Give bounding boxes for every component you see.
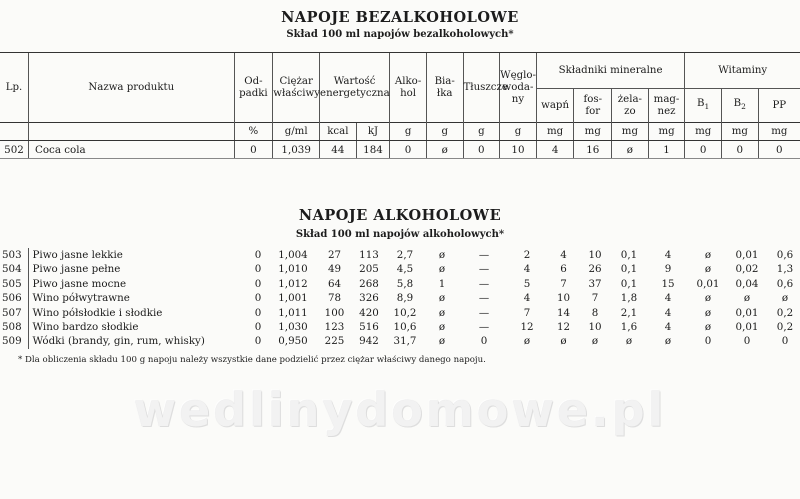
cell: — bbox=[478, 306, 490, 319]
row-lp: 502 bbox=[0, 141, 28, 159]
cell: 8,9 bbox=[396, 292, 414, 305]
cell: 942 bbox=[359, 335, 379, 348]
row-lp: 509 bbox=[0, 334, 28, 348]
unit-empty bbox=[28, 123, 234, 141]
cell: 2 bbox=[523, 249, 531, 261]
cell: 0 bbox=[781, 335, 789, 348]
row-name: Piwo jasne mocne bbox=[32, 277, 127, 290]
row-lp: 507 bbox=[0, 306, 28, 320]
unit-tluszcze: g bbox=[463, 123, 500, 141]
cell: 0 bbox=[390, 141, 427, 159]
cell: 0 bbox=[234, 141, 273, 159]
unit-b1: mg bbox=[685, 123, 722, 141]
cell: 0,1 bbox=[620, 263, 638, 276]
section-subtitle-alcoholic: Skład 100 ml napojów alkoholowych* bbox=[295, 229, 505, 240]
table-row bbox=[0, 248, 800, 262]
table-row bbox=[0, 306, 800, 320]
cell: 0,01 bbox=[735, 249, 759, 261]
cell: 0,2 bbox=[776, 321, 794, 334]
unit-pp: mg bbox=[758, 123, 800, 141]
cell: — bbox=[478, 249, 490, 261]
header-zelazo: żela- zo bbox=[612, 89, 649, 123]
cell: ø bbox=[438, 263, 446, 276]
table-row bbox=[0, 262, 800, 276]
row-lp: 505 bbox=[0, 277, 28, 291]
header-magnez: mag- nez bbox=[648, 89, 685, 123]
cell: 0 bbox=[254, 335, 262, 348]
cell: 14 bbox=[556, 306, 571, 319]
cell: 4 bbox=[523, 263, 531, 276]
cell: 4 bbox=[664, 306, 672, 319]
cell: 268 bbox=[359, 277, 379, 290]
table-row bbox=[0, 277, 800, 291]
cell: 0 bbox=[254, 277, 262, 290]
cell: 0 bbox=[721, 141, 758, 159]
header-lp: Lp. bbox=[0, 53, 28, 123]
cell: ø bbox=[781, 292, 789, 305]
section-title-alcoholic: NAPOJE ALKOHOLOWE bbox=[298, 207, 502, 224]
table-row bbox=[0, 320, 800, 334]
cell: — bbox=[478, 277, 490, 290]
cell: 0,01 bbox=[735, 321, 759, 334]
cell: ø bbox=[438, 306, 446, 319]
row-name: Wino półsłodkie i słodkie bbox=[32, 306, 163, 319]
cell: 4 bbox=[664, 249, 672, 261]
cell: 9 bbox=[664, 263, 672, 276]
header-bialka: Bia- łka bbox=[426, 53, 463, 123]
cell: 1 bbox=[648, 141, 685, 159]
cell: 1,039 bbox=[273, 141, 320, 159]
cell: 44 bbox=[320, 141, 357, 159]
header-witaminy: Witaminy bbox=[685, 53, 800, 89]
header-odpadki: Od- padki bbox=[234, 53, 273, 123]
cell: 184 bbox=[356, 141, 390, 159]
row-name: Coca cola bbox=[28, 141, 234, 159]
header-alkohol: Alko- hol bbox=[390, 53, 427, 123]
table-row bbox=[0, 141, 800, 159]
cell: 0,01 bbox=[735, 306, 759, 319]
cell: 0,6 bbox=[776, 249, 794, 261]
cell: 113 bbox=[359, 249, 379, 261]
cell: 0,2 bbox=[776, 306, 794, 319]
cell: 1,004 bbox=[278, 249, 308, 261]
header-fosfor: fos- for bbox=[574, 89, 612, 123]
cell: 10 bbox=[556, 292, 571, 305]
cell: 0,04 bbox=[735, 277, 759, 290]
cell: 31,7 bbox=[393, 335, 417, 348]
cell: ø bbox=[591, 335, 599, 348]
header-wapn: wapń bbox=[536, 89, 574, 123]
cell: ø bbox=[704, 292, 712, 305]
cell: — bbox=[478, 263, 490, 276]
row-lp: 508 bbox=[0, 320, 28, 334]
cell: ø bbox=[743, 292, 751, 305]
unit-weglowodany: g bbox=[500, 123, 537, 141]
cell: 4 bbox=[560, 249, 567, 261]
header-wartosc: Wartość energetyczna bbox=[320, 53, 390, 123]
cell: ø bbox=[704, 321, 712, 334]
cell: 0,01 bbox=[696, 277, 720, 290]
cell: 0 bbox=[743, 335, 751, 348]
unit-bialka: g bbox=[426, 123, 463, 141]
cell: 420 bbox=[359, 306, 379, 319]
cell: 1,3 bbox=[776, 263, 794, 276]
unit-ciezar: g/ml bbox=[273, 123, 320, 141]
cell: 123 bbox=[324, 321, 345, 334]
cell: 26 bbox=[588, 263, 602, 276]
cell: ø bbox=[426, 141, 463, 159]
cell: 0,1 bbox=[620, 249, 638, 261]
cell: 10 bbox=[500, 141, 537, 159]
header-ciezar: Ciężar właściwy bbox=[273, 53, 320, 123]
cell: ø bbox=[438, 249, 446, 261]
cell: 37 bbox=[588, 277, 602, 290]
footnote: * Dla obliczenia składu 100 g napoju należy wszystkie dane podzielić przez ciężar właściwy danego napoju. bbox=[18, 355, 486, 365]
cell: 1 bbox=[438, 277, 446, 290]
cell: ø bbox=[704, 249, 712, 261]
cell: 8 bbox=[591, 306, 599, 319]
cell: 4 bbox=[536, 141, 574, 159]
unit-alkohol: g bbox=[390, 123, 427, 141]
cell: — bbox=[478, 292, 490, 305]
cell: 0 bbox=[254, 292, 262, 305]
header-pp: PP bbox=[758, 89, 800, 123]
cell: 10 bbox=[588, 321, 602, 334]
unit-zelazo: mg bbox=[612, 123, 649, 141]
table-row bbox=[0, 334, 800, 348]
header-skladniki: Składniki mineralne bbox=[536, 53, 685, 89]
cell: 0 bbox=[254, 321, 262, 334]
row-name: Wódki (brandy, gin, rum, whisky) bbox=[32, 335, 205, 348]
cell: 0,6 bbox=[776, 277, 794, 290]
header-weglowodany: Węglo- woda- ny bbox=[500, 53, 537, 123]
cell: 12 bbox=[556, 321, 571, 334]
cell: 12 bbox=[520, 321, 534, 334]
unit-b2: mg bbox=[721, 123, 758, 141]
watermark: wedlinydomowe.pl bbox=[133, 383, 667, 437]
row-name: Wino półwytrawne bbox=[32, 292, 130, 305]
cell: 64 bbox=[327, 277, 342, 290]
cell: 27 bbox=[327, 249, 342, 261]
cell: 1,6 bbox=[620, 321, 638, 334]
cell: 2,7 bbox=[396, 249, 414, 261]
cell: 1,8 bbox=[620, 292, 638, 305]
unit-fosfor: mg bbox=[574, 123, 612, 141]
cell: 49 bbox=[327, 263, 342, 276]
cell: 4 bbox=[664, 321, 672, 334]
cell: ø bbox=[704, 306, 712, 319]
cell: 1,011 bbox=[278, 306, 308, 319]
row-lp: 504 bbox=[0, 262, 28, 276]
cell: ø bbox=[438, 321, 446, 334]
section-title-non-alcoholic: NAPOJE BEZALKOHOLOWE bbox=[281, 9, 519, 26]
cell: — bbox=[478, 321, 490, 334]
cell: 516 bbox=[359, 321, 379, 334]
header-b2: $B_2$ bbox=[721, 89, 758, 123]
cell: 0 bbox=[254, 263, 262, 276]
section-subtitle-non-alcoholic: Skład 100 ml napojów bezalkoholowych* bbox=[286, 29, 514, 40]
table-row bbox=[0, 291, 800, 305]
non-alcoholic-table bbox=[0, 52, 800, 159]
cell: 1,001 bbox=[278, 292, 308, 305]
cell: 5,8 bbox=[396, 277, 414, 290]
row-name: Piwo jasne lekkie bbox=[32, 249, 123, 261]
cell: 6 bbox=[560, 263, 567, 276]
cell: 100 bbox=[324, 306, 345, 319]
cell: 0,950 bbox=[278, 335, 308, 348]
cell: ø bbox=[625, 335, 633, 348]
cell: ø bbox=[523, 335, 531, 348]
cell: 0 bbox=[254, 306, 262, 319]
cell: 7 bbox=[523, 306, 531, 319]
unit-odpadki: % bbox=[234, 123, 273, 141]
unit-empty bbox=[0, 123, 28, 141]
cell: 0 bbox=[480, 335, 488, 348]
header-b1: $B_1$ bbox=[685, 89, 722, 123]
cell: 10,6 bbox=[393, 321, 417, 334]
cell: ø bbox=[612, 141, 649, 159]
cell: 16 bbox=[574, 141, 612, 159]
cell: 1,030 bbox=[278, 321, 308, 334]
cell: 7 bbox=[560, 277, 567, 290]
cell: 1,010 bbox=[278, 263, 308, 276]
cell: 1,012 bbox=[278, 277, 308, 290]
cell: 5 bbox=[523, 277, 531, 290]
header-name: Nazwa produktu bbox=[28, 53, 234, 123]
cell: 4,5 bbox=[396, 263, 414, 276]
unit-magnez: mg bbox=[648, 123, 685, 141]
cell: ø bbox=[560, 335, 567, 348]
cell: ø bbox=[438, 335, 446, 348]
row-name: Piwo jasne pełne bbox=[32, 263, 121, 276]
row-lp: 506 bbox=[0, 291, 28, 305]
row-lp: 503 bbox=[0, 248, 28, 262]
cell: 205 bbox=[359, 263, 379, 276]
unit-wapn: mg bbox=[536, 123, 574, 141]
cell: 4 bbox=[523, 292, 531, 305]
cell: ø bbox=[704, 263, 712, 276]
cell: 7 bbox=[591, 292, 599, 305]
cell: 4 bbox=[664, 292, 672, 305]
header-tluszcze: Tłuszcze bbox=[463, 53, 500, 123]
cell: 15 bbox=[661, 277, 675, 290]
cell: 0 bbox=[463, 141, 500, 159]
row-name: Wino bardzo słodkie bbox=[32, 321, 139, 334]
unit-kj: kJ bbox=[356, 123, 390, 141]
cell: 0,1 bbox=[620, 277, 638, 290]
unit-kcal: kcal bbox=[320, 123, 357, 141]
alcoholic-table bbox=[0, 248, 800, 349]
cell: 326 bbox=[359, 292, 379, 305]
cell: 10,2 bbox=[393, 306, 417, 319]
cell: 78 bbox=[327, 292, 342, 305]
cell: 0 bbox=[254, 249, 262, 261]
cell: 2,1 bbox=[620, 306, 638, 319]
cell: 225 bbox=[324, 335, 345, 348]
cell: ø bbox=[438, 292, 446, 305]
cell: 0 bbox=[685, 141, 722, 159]
cell: 0 bbox=[704, 335, 712, 348]
cell: 10 bbox=[588, 249, 602, 261]
cell: 0 bbox=[758, 141, 800, 159]
cell: ø bbox=[664, 335, 672, 348]
cell: 0,02 bbox=[735, 263, 759, 276]
